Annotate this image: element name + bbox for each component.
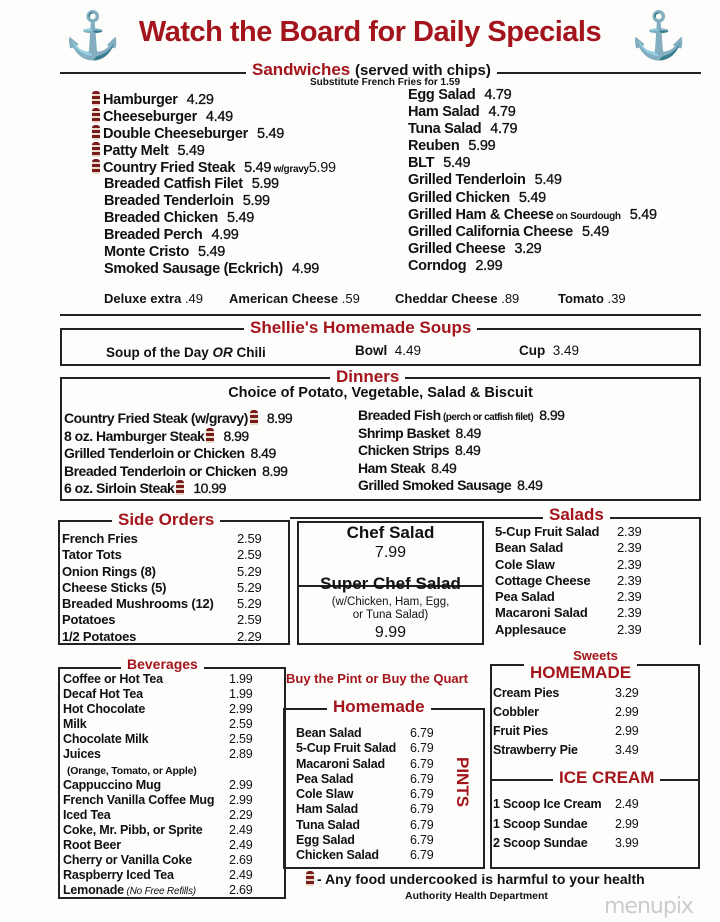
item-price: 2.99 (615, 724, 639, 738)
item-price: 3.29 (615, 686, 639, 700)
lighthouse-icon (92, 91, 100, 106)
item-name: Potatoes (62, 612, 116, 628)
pints-list (296, 726, 436, 864)
item-price: 2.29 (229, 807, 253, 822)
menu-item (495, 622, 695, 638)
item-price: 5.29 (237, 563, 262, 579)
super-chef-salad-price: 9.99 (374, 624, 407, 641)
sandwiches-title: Sandwiches (252, 60, 351, 79)
item-price: 4.29 (186, 92, 214, 108)
extra-item (104, 291, 203, 306)
item-price: 6.79 (410, 756, 434, 771)
item-name: Breaded Tenderloin (104, 193, 234, 209)
item-name: Shrimp Basket (358, 424, 450, 441)
item-name: Bean Salad (296, 726, 362, 740)
item-name: 5-Cup Fruit Salad (495, 524, 600, 539)
item-price: 5.29 (237, 579, 262, 595)
pints-side-label: PINTS (453, 757, 472, 808)
item-price: 2.99 (229, 702, 253, 717)
chef-salad-name: Chef Salad (346, 523, 435, 542)
pints-tagline: Buy the Pint or Buy the Quart (286, 671, 469, 686)
item-name: Applesauce (495, 621, 566, 637)
item-price: 2.29 (237, 628, 262, 644)
item-name: Breaded Perch (104, 227, 203, 243)
item-price: 8.99 (262, 462, 288, 479)
item-price: 5.49 (226, 210, 254, 226)
lighthouse-icon (92, 108, 100, 123)
watermark: menupix (604, 894, 693, 919)
item-price: 2.39 (617, 540, 642, 556)
item-name: Egg Salad (408, 87, 476, 103)
item-name: Coffee or Hot Tea (63, 672, 163, 686)
menu-item (396, 138, 657, 155)
divider (290, 517, 490, 519)
lighthouse-icon (306, 871, 314, 886)
item-name: Chocolate Milk (63, 732, 149, 747)
item-note: (No Free Refills) (123, 886, 196, 898)
item-price: 5.49 (518, 189, 546, 206)
menu-item (396, 172, 657, 189)
item-name: Tuna Salad (408, 121, 482, 138)
beverages-list (63, 672, 283, 898)
extra-price: .49 (184, 291, 204, 306)
item-name: Grilled Smoked Sausage (358, 477, 512, 493)
soups-header: Shellie's Homemade Soups (244, 318, 477, 338)
item-name: Hamburger (103, 92, 178, 108)
anchor-icon: ⚓ (630, 9, 688, 61)
item-name: Milk (63, 717, 87, 732)
menu-item (92, 91, 336, 108)
item-name: Root Beer (63, 838, 121, 853)
menu-item (296, 726, 436, 741)
item-price: 2.39 (617, 524, 642, 539)
item-price: 2.99 (229, 777, 253, 792)
menu-item (396, 104, 657, 121)
item-name: (Orange, Tomato, or Apple) (67, 764, 197, 777)
soup-item: Soup of the Day OR Chili (106, 345, 266, 360)
item-name: 8 oz. Hamburger Steak (64, 427, 205, 444)
item-name: Cappuccino Mug (63, 777, 161, 792)
item-name: 2 Scoop Sundae (493, 836, 588, 850)
menu-item (396, 224, 657, 241)
page-title: Watch the Board for Daily Specials (138, 16, 602, 48)
menu-item (64, 480, 292, 498)
item-price: 6.79 (410, 848, 434, 863)
menu-item (63, 763, 283, 778)
dinners-right-list (358, 407, 564, 495)
menu-item (358, 442, 564, 460)
item-name: French Vanilla Coffee Mug (63, 792, 215, 807)
item-name: Cole Slaw (495, 556, 555, 572)
item-price: 6.79 (410, 771, 434, 786)
menu-item (495, 540, 695, 556)
extra-name: Deluxe extra (104, 291, 185, 306)
item-name: Chicken Salad (296, 848, 379, 863)
item-name: Decaf Hot Tea (63, 687, 143, 702)
menu-item (396, 190, 657, 207)
item-name: Cherry or Vanilla Coke (63, 853, 192, 868)
item-price: 6.79 (410, 833, 434, 848)
super-chef-note: (w/Chicken, Ham, Egg, (331, 596, 450, 608)
menu-item (358, 407, 564, 425)
sandwiches-left-list (92, 91, 336, 278)
item-name: Hot Chocolate (63, 702, 146, 717)
menu-item (495, 524, 695, 540)
item-name: 6 oz. Sirloin Steak (64, 480, 175, 496)
sweets-header: Sweets (573, 648, 618, 663)
item-price: 6.79 (410, 787, 434, 802)
menu-item (63, 778, 283, 793)
item-note: w/gravy (271, 164, 309, 175)
item-name: Egg Salad (296, 833, 355, 848)
item-name: Country Fried Steak (w/gravy) (64, 410, 248, 426)
soup-cup: Cup 3.49 (519, 343, 580, 358)
item-name: Cream Pies (493, 686, 560, 700)
menu-item (92, 227, 336, 244)
item-price: 2.39 (617, 605, 642, 621)
menu-item (92, 125, 336, 142)
menu-item (62, 612, 292, 628)
menu-item (296, 848, 436, 863)
menu-item (63, 672, 283, 687)
item-price: 5.29 (237, 596, 262, 612)
item-price: 2.99 (475, 257, 503, 274)
extra-item (395, 291, 519, 306)
menu-item (495, 573, 695, 589)
item-price: 2.89 (229, 747, 253, 762)
menu-item (92, 193, 336, 210)
item-price: 6.79 (410, 817, 434, 832)
menu-item (64, 410, 292, 428)
item-price: 2.39 (617, 572, 642, 588)
menu-item (296, 741, 436, 756)
menu-item (92, 108, 336, 125)
item-name: Tator Tots (62, 547, 122, 563)
item-price: 5.49 (443, 155, 471, 172)
chef-salad-price: 7.99 (374, 544, 407, 561)
item-price: 5.99 (468, 138, 496, 155)
sweets-list (493, 686, 693, 762)
item-name: 5-Cup Fruit Salad (296, 741, 397, 756)
extra-name: Cheddar Cheese (395, 291, 502, 306)
item-price: 8.99 (223, 427, 249, 444)
item-name: Smoked Sausage (Eckrich) (104, 261, 283, 277)
menu-item (63, 808, 283, 823)
salads-header: Salads (543, 505, 610, 525)
item-name: Reuben (408, 138, 460, 155)
menu-item (63, 687, 283, 702)
menu-item (296, 818, 436, 833)
menu-item (63, 868, 283, 883)
item-name: Onion Rings (8) (62, 563, 156, 579)
sandwiches-subtitle: Substitute French Fries for 1.59 (309, 77, 461, 88)
menu-item (92, 261, 336, 278)
item-price: 4.99 (211, 227, 239, 243)
menu-item (493, 743, 693, 762)
menu-item (63, 732, 283, 747)
item-name: Tuna Salad (296, 817, 360, 832)
item-name: Iced Tea (63, 807, 111, 822)
item-price: 2.59 (229, 717, 253, 732)
item-name: Country Fried Steak (103, 160, 236, 176)
menu-item (62, 629, 292, 645)
menu-item (63, 823, 283, 838)
extra-name: American Cheese (229, 291, 342, 306)
item-price: 2.99 (615, 705, 639, 719)
dinners-subtitle: Choice of Potato, Vegetable, Salad & Biscuit (228, 385, 533, 401)
item-name: Macaroni Salad (495, 605, 588, 621)
item-price: 2.99 (229, 792, 253, 807)
sandwiches-right-list (396, 87, 657, 275)
item-name: 1/2 Potatoes (62, 628, 137, 644)
item-price: 2.59 (237, 531, 262, 546)
menu-item (92, 210, 336, 227)
item-price: 5.99 (242, 193, 270, 209)
menu-item (493, 724, 693, 743)
item-price: 2.49 (229, 868, 253, 883)
menu-item (495, 557, 695, 573)
item-name: BLT (408, 155, 435, 172)
item-price: 6.79 (410, 802, 434, 817)
lighthouse-icon (92, 125, 100, 140)
menu-item (62, 531, 292, 547)
menu-item (396, 241, 657, 258)
item-note: on Sourdough (553, 210, 621, 222)
menu-item (396, 155, 657, 172)
menu-item (92, 244, 336, 261)
menu-item (63, 883, 283, 898)
menu-item (296, 833, 436, 848)
item-name: Cottage Cheese (495, 572, 591, 588)
item-name: Breaded Tenderloin or Chicken (64, 462, 257, 479)
item-price: 2.39 (617, 621, 642, 637)
menu-item (495, 605, 695, 621)
menu-item (296, 787, 436, 802)
item-name: Grilled Tenderloin or Chicken (64, 445, 245, 461)
menu-item (64, 445, 292, 463)
item-price: 2.59 (229, 732, 253, 747)
item-name: Pea Salad (495, 589, 555, 605)
item-name: 1 Scoop Sundae (493, 816, 588, 831)
side-orders-list (62, 531, 292, 645)
sandwiches-note: (served with chips) (355, 62, 491, 79)
menu-item (358, 460, 564, 478)
menu-item (62, 596, 292, 612)
menu-item (495, 589, 695, 605)
item-name: Corndog (408, 257, 467, 274)
extra-price: .59 (341, 291, 360, 306)
extra-price: .89 (501, 291, 520, 306)
menu-item (62, 547, 292, 563)
item-price: 5.99 (308, 160, 336, 176)
extra-name: Tomato (558, 291, 608, 306)
item-price: 5.99 (251, 176, 279, 192)
soup-bowl: Bowl 4.49 (355, 343, 422, 358)
item-name: Breaded Chicken (104, 210, 218, 226)
item-name: Breaded Catfish Filet (104, 176, 243, 192)
item-name: Breaded Fish (358, 407, 441, 423)
item-note: (perch or catfish filet) (440, 412, 534, 423)
menu-item (296, 802, 436, 817)
lighthouse-icon (206, 428, 214, 443)
anchor-icon: ⚓ (64, 9, 122, 61)
menu-item (493, 817, 693, 837)
item-price: 5.49 (629, 206, 657, 223)
item-price: 5.49 (177, 143, 205, 159)
ice-cream-header: ICE CREAM (553, 768, 660, 788)
menu-item (64, 428, 292, 446)
menu-item (493, 705, 693, 724)
item-name: Ham Salad (296, 802, 359, 817)
item-price: 6.79 (410, 741, 434, 756)
item-name: Macaroni Salad (296, 756, 385, 771)
item-price: 8.99 (539, 407, 565, 423)
extra-item (558, 291, 626, 306)
item-price: 2.39 (617, 589, 642, 605)
menu-item (493, 797, 693, 817)
item-price: 5.49 (244, 160, 272, 176)
item-price: 3.49 (615, 743, 639, 757)
item-price: 2.39 (617, 556, 642, 572)
item-price: 2.59 (237, 547, 262, 563)
menu-item (493, 836, 693, 856)
menu-item (63, 702, 283, 717)
item-price: 2.49 (229, 838, 253, 853)
item-price: 8.49 (517, 477, 543, 493)
item-name: Fruit Pies (493, 724, 548, 738)
item-price: 4.79 (490, 121, 518, 138)
item-name: Ham Salad (408, 104, 480, 121)
item-price: 8.49 (455, 424, 481, 441)
item-price: 2.59 (237, 612, 262, 628)
menu-item (63, 838, 283, 853)
item-price: 5.49 (534, 172, 562, 189)
beverages-header: Beverages (121, 656, 204, 672)
menu-item (63, 747, 283, 762)
item-name: Grilled Cheese (408, 240, 506, 257)
menu-item (63, 853, 283, 868)
item-name: Grilled Chicken (408, 189, 510, 206)
item-price: 3.99 (615, 836, 639, 850)
item-price: 1.99 (229, 687, 253, 702)
dinners-header: Dinners (330, 367, 405, 387)
item-price: 4.99 (291, 261, 319, 277)
item-price: 5.49 (256, 126, 285, 142)
item-name: Cheeseburger (103, 109, 197, 125)
extra-price: .39 (607, 291, 626, 306)
menu-item (62, 564, 292, 580)
item-price: 4.79 (488, 104, 516, 121)
menu-item (296, 757, 436, 772)
sweets-subheader: HOMEMADE (524, 663, 637, 683)
extras-row (104, 291, 704, 307)
item-price: 2.49 (615, 797, 639, 811)
menu-item (63, 793, 283, 808)
menu-item (396, 121, 657, 138)
menu-item (296, 772, 436, 787)
item-name: Chicken Strips (358, 442, 450, 458)
item-name: Cheese Sticks (5) (62, 579, 167, 595)
dinners-left-list (64, 410, 292, 498)
item-price: 4.79 (484, 87, 512, 103)
lighthouse-icon (92, 142, 100, 157)
item-name: Strawberry Pie (493, 743, 578, 757)
divider (60, 314, 701, 316)
item-name: Cole Slaw (296, 787, 354, 802)
pints-header: Homemade (327, 697, 431, 717)
menu-item (62, 580, 292, 596)
side-orders-header: Side Orders (112, 510, 220, 530)
salads-list (495, 524, 695, 638)
item-name: Patty Melt (103, 143, 169, 159)
menu-item (396, 207, 657, 224)
lighthouse-icon (250, 410, 258, 425)
item-price: 8.49 (250, 445, 276, 461)
item-price: 2.99 (615, 816, 639, 831)
item-name: Coke, Mr. Pibb, or Sprite (63, 822, 203, 837)
footer-authority: Authority Health Department (405, 890, 548, 902)
item-name: Grilled Tenderloin (408, 172, 526, 189)
item-price: 5.49 (581, 223, 609, 240)
menu-item (92, 142, 336, 159)
menu-item (358, 425, 564, 443)
item-price: 4.49 (205, 109, 233, 125)
item-name: Juices (63, 747, 101, 762)
item-name: Lemonade (63, 883, 124, 898)
item-price: 2.69 (229, 853, 253, 868)
item-name: Grilled Ham & Cheese (408, 206, 554, 223)
menu-item (64, 463, 292, 481)
item-price: 3.29 (514, 240, 542, 257)
item-price: 8.49 (455, 442, 481, 458)
item-name: Raspberry Iced Tea (63, 868, 174, 883)
super-chef-note: or Tuna Salad) (352, 609, 429, 621)
menu-item (396, 87, 657, 104)
item-price: 5.49 (198, 244, 226, 260)
item-name: 1 Scoop Ice Cream (493, 797, 602, 811)
item-price: 8.99 (266, 410, 293, 426)
item-price: 1.99 (229, 672, 253, 686)
menu-item (92, 159, 336, 176)
item-name: Double Cheeseburger (103, 126, 248, 142)
item-name: Grilled California Cheese (408, 223, 573, 240)
item-price: 6.79 (410, 726, 434, 740)
item-name: Pea Salad (296, 771, 354, 786)
item-name: Bean Salad (495, 540, 564, 556)
super-chef-salad-name: Super Chef Salad (320, 574, 461, 593)
item-price: 2.49 (229, 822, 253, 837)
item-price: 10.99 (193, 480, 226, 496)
extra-item (229, 291, 360, 306)
item-price: 2.69 (229, 883, 253, 898)
menu-item (396, 258, 657, 275)
item-name: Cobbler (493, 705, 539, 719)
item-name: French Fries (62, 531, 138, 546)
menu-item (358, 477, 564, 495)
item-name: Monte Cristo (104, 244, 190, 260)
menu-item (493, 686, 693, 705)
item-price: 8.49 (431, 459, 457, 476)
menu-item (63, 717, 283, 732)
item-name: Breaded Mushrooms (12) (62, 596, 214, 612)
ice-cream-list (493, 797, 693, 856)
lighthouse-icon (176, 480, 184, 495)
item-name: Ham Steak (358, 459, 426, 476)
footer-warning: - Any food undercooked is harmful to your health (306, 871, 645, 887)
lighthouse-icon (92, 159, 100, 174)
menu-item (92, 176, 336, 193)
